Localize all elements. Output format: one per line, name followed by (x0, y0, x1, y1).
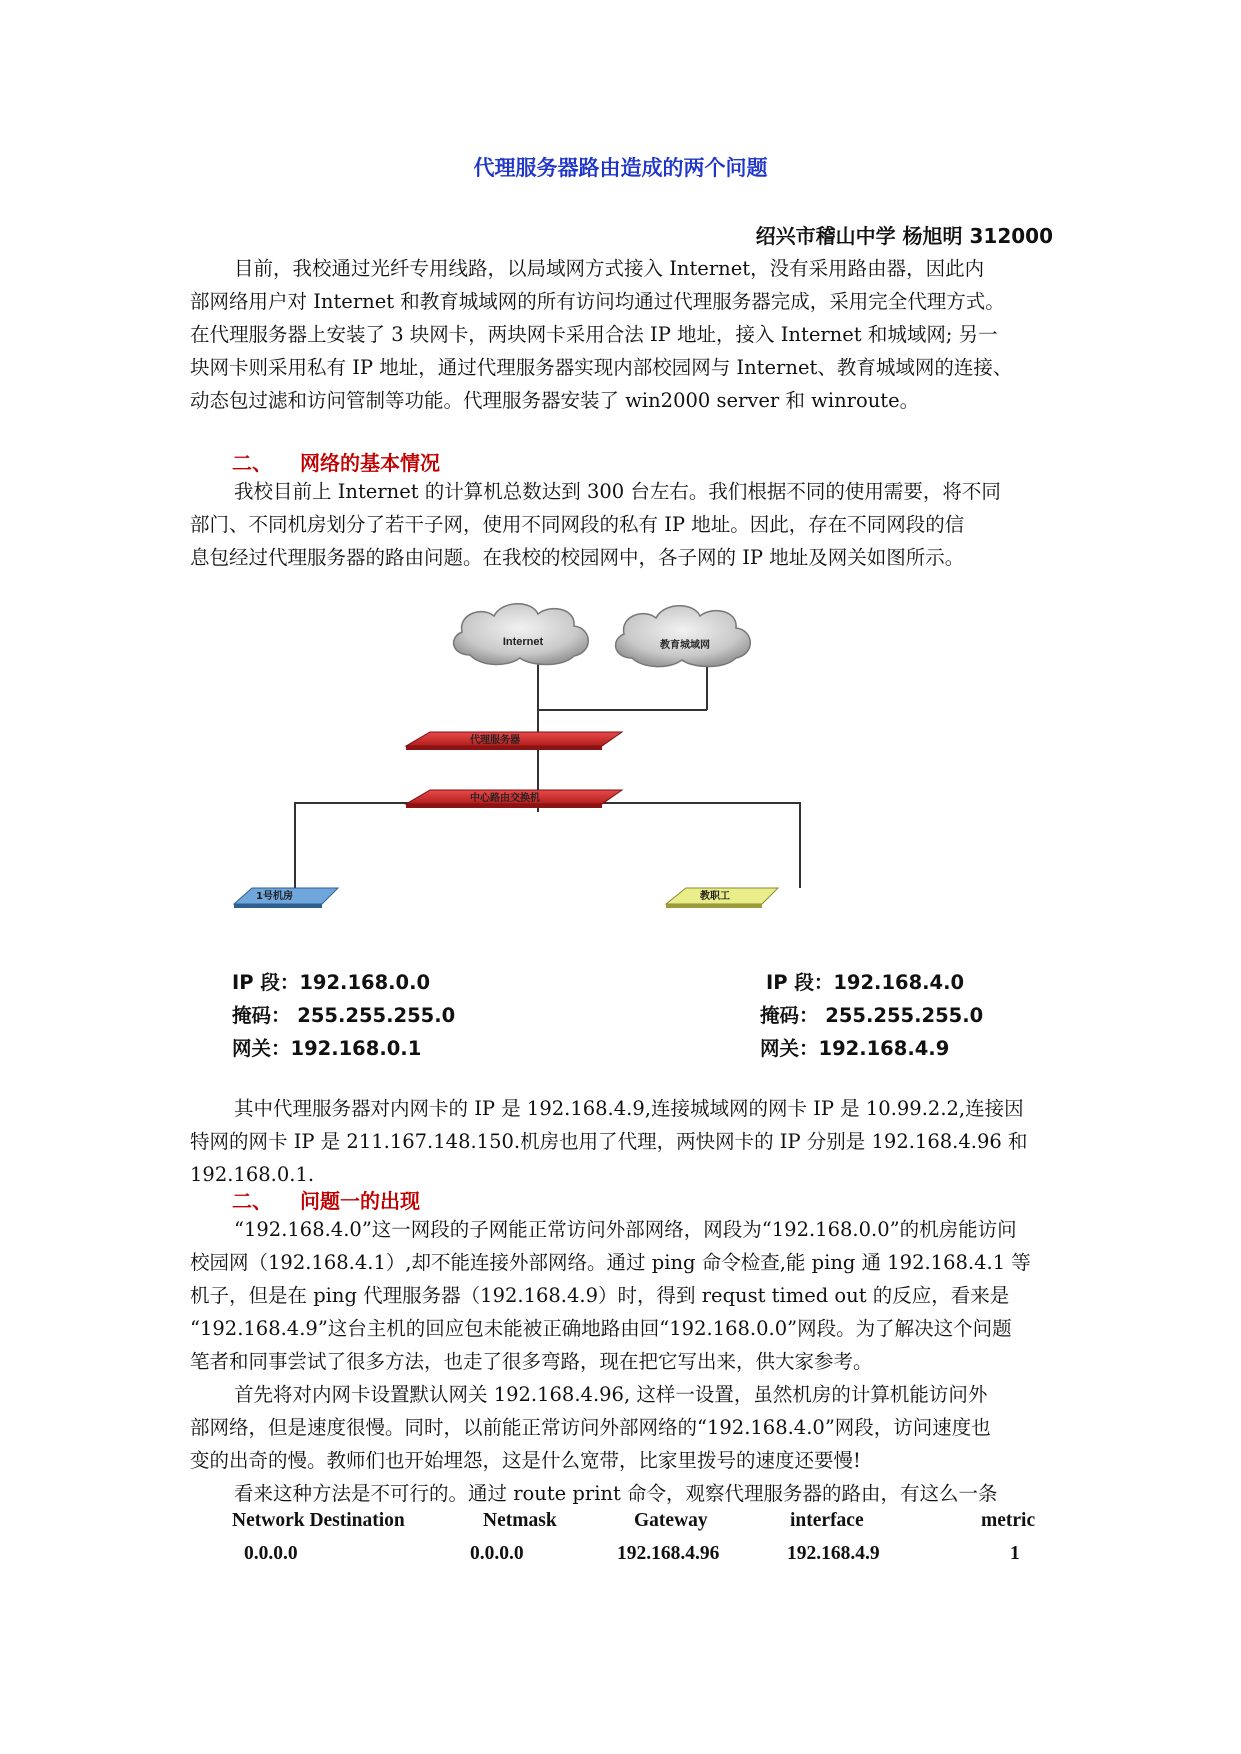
staff-network-label: 教职工 (700, 891, 730, 902)
paragraph-line: 其中代理服务器对内网卡的 IP 是 192.168.4.9,连接城域网的网卡 IP 是 10.99.2.2,连接因 (234, 1097, 1024, 1120)
section-title: 网络的基本情况 (300, 451, 440, 475)
section-heading-problem (232, 1185, 420, 1214)
paragraph-line: 部网络，但是速度很慢。同时，以前能正常访问外部网络的“192.168.4.0”网段，访问速度也 (190, 1416, 991, 1439)
section-number: 二、 (232, 451, 272, 475)
route-header-metric: metric (981, 1510, 1036, 1531)
route-cell-destination: 0.0.0.0 (244, 1543, 298, 1564)
section-title: 问题一的出现 (300, 1189, 420, 1213)
section1-line: 部门、不同机房划分了若干子网，使用不同网段的私有 IP 地址。因此，存在不同网段的信 (190, 513, 965, 536)
internet-label: Internet (502, 636, 544, 648)
intro-line: 动态包过滤和访问管制等功能。代理服务器安装了 win2000 server 和 winroute。 (190, 389, 920, 412)
staff-ip-range: IP 段：192.168.4.0 (766, 971, 965, 994)
staff-netmask: 掩码： 255.255.255.0 (760, 1004, 984, 1027)
paragraph-line: 首先将对内网卡设置默认网关 192.168.4.96, 这样一设置，虽然机房的计算机能访问外 (234, 1383, 988, 1406)
route-header-gateway: Gateway (634, 1510, 708, 1531)
intro-line: 在代理服务器上安装了 3 块网卡，两块网卡采用合法 IP 地址，接入 Internet 和城域网; 另一 (190, 323, 998, 346)
intro-line: 部网络用户对 Internet 和教育城域网的所有访问均通过代理服务器完成，采用完全代理方式。 (190, 290, 1005, 313)
gateway-attempt-paragraph (190, 1378, 991, 1477)
author-line: 绍兴市稽山中学 杨旭明 312000 (755, 224, 1053, 248)
intro-line: 目前，我校通过光纤专用线路，以局域网方式接入 Internet，没有采用路由器，因此内 (234, 257, 985, 280)
document-title: 代理服务器路由造成的两个问题 (473, 156, 768, 180)
section1-line: 息包经过代理服务器的路由问题。在我校的校园网中，各子网的 IP 地址及网关如图所示。 (190, 546, 965, 569)
route-header-interface: interface (790, 1510, 864, 1531)
section-heading-network (232, 447, 440, 476)
route-header-destination: Network Destination (232, 1510, 405, 1531)
section-number: 二、 (232, 1189, 272, 1213)
paragraph-line: 变的出奇的慢。教师们也开始埋怨，这是什么宽带，比家里拨号的速度还要慢! (190, 1449, 861, 1472)
lab-netmask: 掩码： 255.255.255.0 (232, 1004, 456, 1027)
section1-line: 我校目前上 Internet 的计算机总数达到 300 台左右。我们根据不同的使用需要，将不同 (234, 480, 1001, 503)
section2-line: 笔者和同事尝试了很多方法，也走了很多弯路，现在把它写出来，供大家参考。 (190, 1350, 873, 1373)
metro-network-label: 教育城域网 (660, 640, 710, 651)
route-cell-netmask: 0.0.0.0 (470, 1543, 524, 1564)
staff-network-icon (666, 888, 778, 908)
route-header-netmask: Netmask (483, 1510, 557, 1531)
computer-lab-icon (234, 888, 338, 908)
route-print-paragraph (190, 1477, 998, 1510)
proxy-server-icon (406, 732, 622, 750)
computer-lab-label: 1号机房 (256, 891, 293, 902)
internet-cloud-icon (454, 604, 589, 665)
section1-paragraph (190, 475, 1001, 574)
section2-paragraph (190, 1213, 1031, 1378)
intro-paragraph (190, 252, 1012, 417)
staff-gateway: 网关：192.168.4.9 (760, 1037, 950, 1060)
lab-ip-range: IP 段：192.168.0.0 (232, 971, 431, 994)
paragraph-line: 192.168.0.1. (190, 1163, 315, 1186)
section2-line: “192.168.4.0”这一网段的子网能正常访问外部网络，网段为“192.168.0.0”的机房能访问 (234, 1218, 1017, 1241)
section2-line: 校园网（192.168.4.1）,却不能连接外部网络。通过 ping 命令检查,能 ping 通 192.168.4.1 等 (190, 1251, 1031, 1274)
route-cell-metric: 1 (1010, 1543, 1020, 1564)
paragraph-line: 看来这种方法是不可行的。通过 route print 命令，观察代理服务器的路由，有这么一条 (234, 1482, 998, 1505)
section2-line: 机子，但是在 ping 代理服务器（192.168.4.9）时，得到 requst timed out 的反应，看来是 (190, 1284, 1010, 1307)
routing-switch-icon (406, 790, 622, 808)
proxy-server-label: 代理服务器 (470, 735, 520, 746)
proxy-config-paragraph (190, 1092, 1027, 1191)
route-table (0, 1510, 1241, 1580)
lab-gateway: 网关：192.168.0.1 (232, 1037, 422, 1060)
network-diagram (230, 600, 870, 930)
connection-lines (295, 662, 800, 888)
metro-network-cloud-icon (616, 606, 751, 667)
route-cell-gateway: 192.168.4.96 (617, 1543, 720, 1564)
lab-subnet-info (232, 966, 455, 1065)
paragraph-line: 特网的网卡 IP 是 211.167.148.150.机房也用了代理，两快网卡的 IP 分别是 192.168.4.96 和 (190, 1130, 1028, 1153)
staff-subnet-info (760, 966, 983, 1065)
route-cell-interface: 192.168.4.9 (787, 1543, 880, 1564)
routing-switch-label: 中心路由交换机 (470, 793, 540, 804)
section2-line: “192.168.4.9”这台主机的回应包未能被正确地路由回“192.168.0.0”网段。为了解决这个问题 (190, 1317, 1012, 1340)
intro-line: 块网卡则采用私有 IP 地址，通过代理服务器实现内部校园网与 Internet、教育城域网的连接、 (190, 356, 1013, 379)
